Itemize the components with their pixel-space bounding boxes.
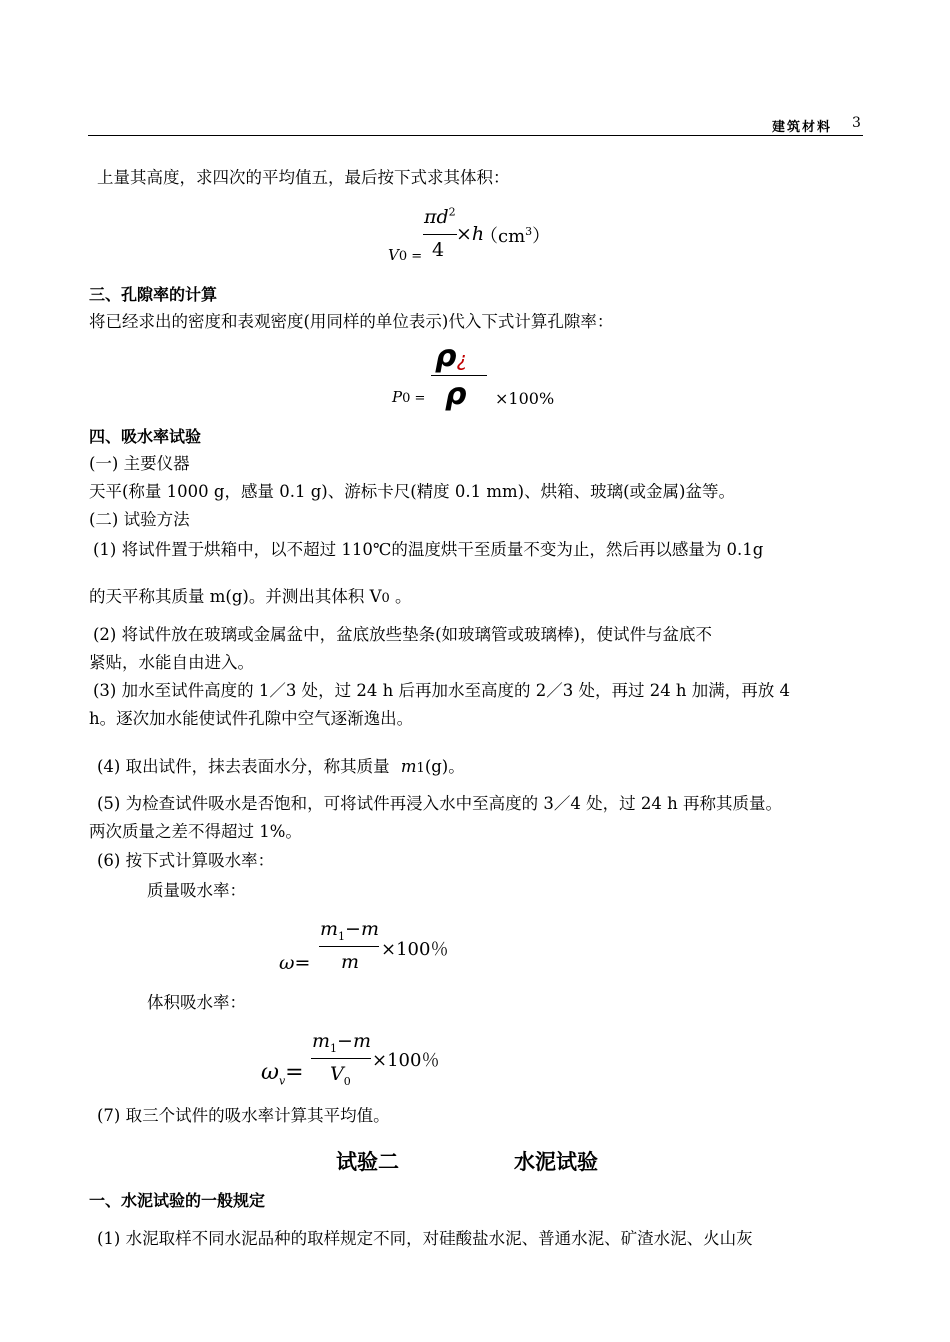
formula-vol-times: ×100％ xyxy=(372,1050,440,1071)
fraction-bar xyxy=(423,234,457,235)
section4-heading: 四、吸水率试验 xyxy=(89,427,202,446)
formula-vol-denominator: $V_0$ xyxy=(330,1063,351,1088)
step3-line1: (3) 加水至试件高度的 1／3 处，过 24 h 后再加水至高度的 2／3 处，再过 24 h 加满，再放 4 xyxy=(93,681,791,700)
section1-heading: 一、水泥试验的一般规定 xyxy=(89,1191,266,1210)
formula-volume-denominator: 4 xyxy=(432,239,445,261)
formula-volume-times-h: ×h xyxy=(456,223,485,245)
formula-volume-unit: $(cm^3)$ xyxy=(480,225,551,247)
formula-porosity-times: ×100% xyxy=(495,389,555,408)
step2-line1: (2) 将试件放在玻璃或金属盆中，盆底放些垫条(如玻璃管或玻璃棒)，使试件与盆底不 xyxy=(93,625,712,644)
section3-text: 将已经求出的密度和表观密度(用同样的单位表示)代入下式计算孔隙率： xyxy=(89,312,614,331)
formula-volume-absorption xyxy=(258,1024,488,1096)
formula-mass-times: ×100％ xyxy=(381,939,449,960)
step6-text: (6) 按下式计算吸水率： xyxy=(97,851,275,870)
formula-porosity xyxy=(385,339,585,415)
fraction-bar xyxy=(319,946,379,947)
section1-step1: (1) 水泥取样不同水泥品种的取样规定不同，对硅酸盐水泥、普通水泥、矿渣水泥、火山灰 xyxy=(97,1229,753,1248)
fraction-bar xyxy=(431,375,487,376)
step5-line2: 两次质量之差不得超过 1%。 xyxy=(89,822,302,841)
instrument-text: 天平(称量 1000 g，感量 0.1 g)、游标卡尺(精度 0.1 mm)、烘箱、玻璃(或金属)盆等。 xyxy=(89,482,735,501)
formula-mass-absorption xyxy=(275,912,495,982)
step3-line2: h。逐次加水能使试件孔隙中空气逐渐逸出。 xyxy=(89,709,414,728)
step7-text: (7) 取三个试件的吸水率计算其平均值。 xyxy=(97,1106,390,1125)
formula-mass-lhs: ω= xyxy=(279,952,311,974)
page-number: 3 xyxy=(852,115,861,131)
paragraph-height: 上量其高度，求四次的平均值五，最后按下式求其体积： xyxy=(97,168,510,187)
formula-volume-numerator: $\pi d^2$ xyxy=(424,205,456,228)
experiment2-title-left: 试验二 xyxy=(336,1150,399,1174)
instrument-heading: (一) 主要仪器 xyxy=(89,454,190,473)
experiment2-title-right: 水泥试验 xyxy=(514,1150,598,1174)
formula-vol-numerator: $m_1-m$ xyxy=(312,1030,371,1055)
formula-volume xyxy=(380,200,580,270)
formula-porosity-lhs: P0 = xyxy=(392,388,426,406)
formula-mass-numerator: $m_1-m$ xyxy=(320,918,379,943)
mass-absorption-label: 质量吸水率： xyxy=(147,881,246,900)
section3-heading: 三、孔隙率的计算 xyxy=(89,285,218,304)
step2-line2: 紧贴，水能自由进入。 xyxy=(89,653,254,672)
method-heading: (二) 试验方法 xyxy=(89,510,190,529)
formula-vol-lhs: $\omega_v=$ xyxy=(261,1060,304,1088)
running-header-title: 建筑材料 xyxy=(772,120,833,135)
fraction-bar xyxy=(311,1058,371,1059)
step4-text: (4) 取出试件，抹去表面水分，称其质量 m1(g)。 xyxy=(97,757,465,776)
step5-line1: (5) 为检查试件吸水是否饱和，可将试件再浸入水中至高度的 3／4 处，过 24 h 再称其质量。 xyxy=(97,794,782,813)
formula-porosity-denominator: ρ xyxy=(445,377,467,412)
formula-mass-denominator: m xyxy=(341,951,360,973)
header-rule xyxy=(88,135,863,136)
step1-line2: 的天平称其质量 m(g)。并测出其体积 V0 。 xyxy=(89,587,412,606)
formula-porosity-numerator: ρ¿ xyxy=(435,339,468,374)
volume-absorption-label: 体积吸水率： xyxy=(147,993,246,1012)
formula-volume-lhs: V0 = xyxy=(388,246,423,264)
step1-line1: (1) 将试件置于烘箱中，以不超过 110℃的温度烘干至质量不变为止，然后再以感量为 0.1g xyxy=(93,540,764,559)
